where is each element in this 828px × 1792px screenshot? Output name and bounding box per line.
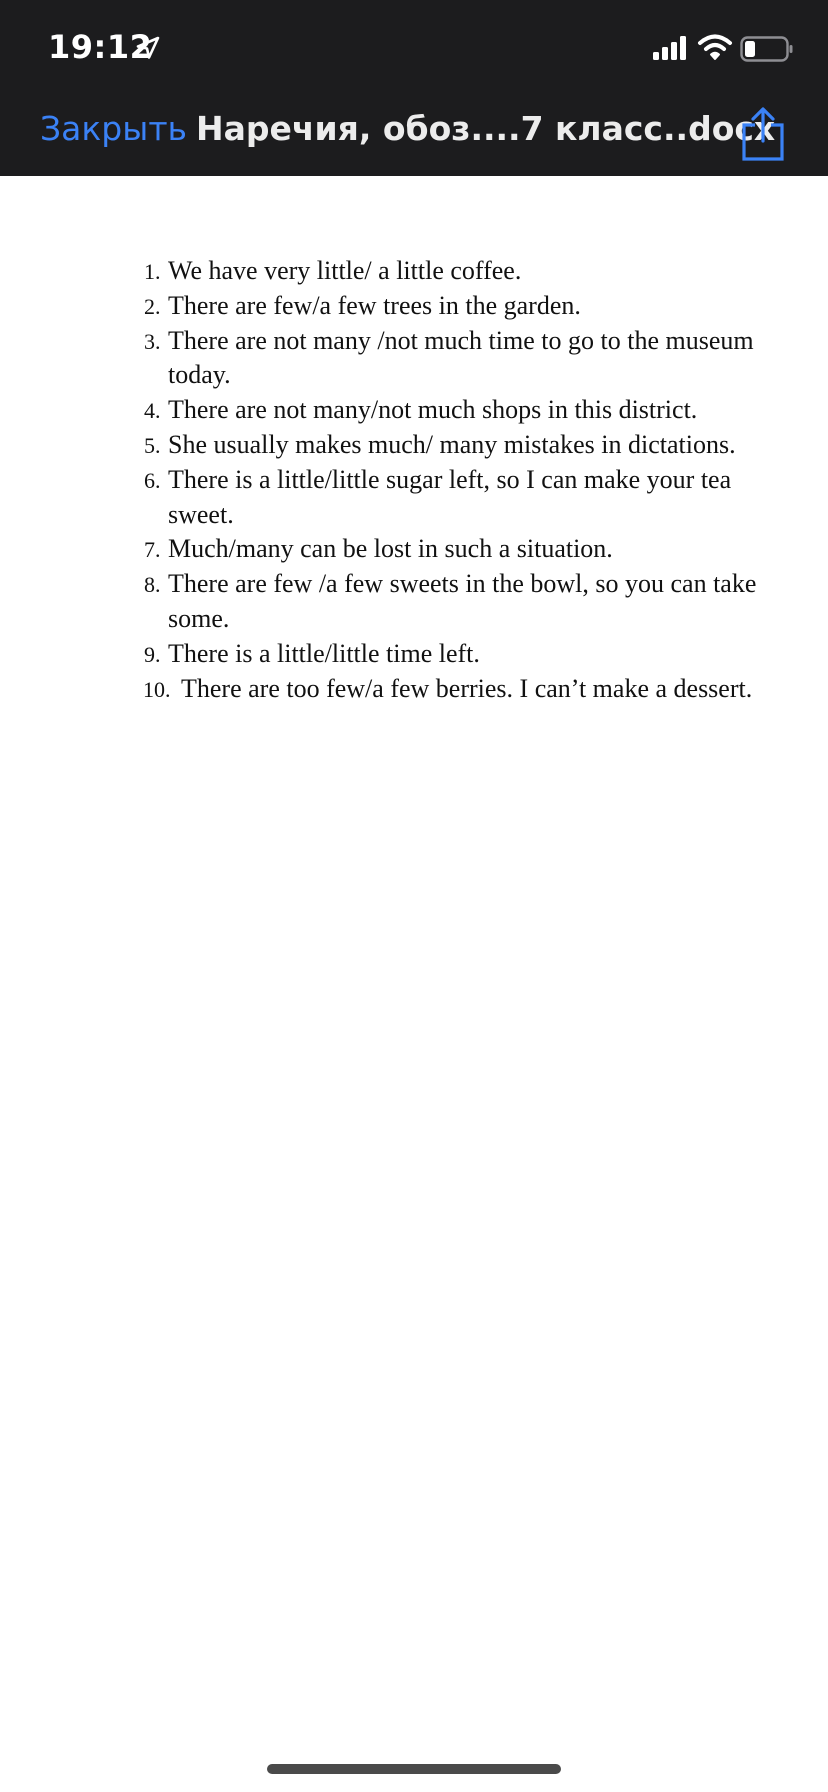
location-arrow-icon bbox=[135, 35, 161, 61]
list-item bbox=[140, 393, 780, 428]
list-item bbox=[140, 428, 780, 463]
document-title: Наречия, обоз....7 класс..docx bbox=[196, 109, 776, 148]
list-item bbox=[140, 254, 780, 289]
list-item bbox=[140, 289, 780, 324]
battery-icon bbox=[740, 36, 794, 62]
item-number: 6. bbox=[144, 467, 161, 493]
item-text: There are few /a few sweets in the bowl, so you can take some. bbox=[168, 569, 757, 633]
list-item bbox=[140, 324, 780, 394]
item-text: We have very little/ a little coffee. bbox=[168, 256, 522, 285]
list-item bbox=[140, 567, 780, 637]
item-number: 1. bbox=[144, 259, 161, 284]
share-icon[interactable] bbox=[740, 105, 786, 163]
item-number: 7. bbox=[144, 537, 161, 563]
item-text: There is a little/little time left. bbox=[168, 638, 480, 668]
item-number: 9. bbox=[144, 641, 161, 667]
item-text: She usually makes much/ many mistakes in dictations. bbox=[168, 429, 736, 459]
item-text: There is a little/little sugar left, so I can make your tea sweet. bbox=[168, 464, 732, 529]
item-text: There are not many /not much time to go to the museum today. bbox=[168, 325, 754, 390]
item-number: 2. bbox=[144, 293, 161, 319]
item-text: There are too few/a few berries. I can’t make a dessert. bbox=[181, 673, 753, 703]
wifi-icon bbox=[698, 34, 732, 60]
status-bar bbox=[0, 0, 828, 95]
status-time: 19:12 bbox=[48, 28, 153, 66]
document-page[interactable] bbox=[0, 176, 828, 1736]
cellular-signal-icon bbox=[652, 36, 690, 60]
close-button[interactable]: Закрыть bbox=[40, 109, 187, 148]
navigation-bar bbox=[0, 95, 828, 176]
home-indicator[interactable] bbox=[267, 1764, 561, 1774]
list-item bbox=[140, 463, 780, 533]
item-number: 5. bbox=[144, 432, 161, 458]
list-item bbox=[140, 637, 780, 672]
item-text: There are few/a few trees in the garden. bbox=[168, 290, 581, 320]
list-item bbox=[140, 532, 780, 567]
item-number: 3. bbox=[144, 328, 161, 354]
item-number: 10. bbox=[143, 676, 171, 702]
item-number: 4. bbox=[144, 398, 161, 424]
item-text: There are not many/not much shops in this district. bbox=[168, 395, 698, 425]
item-text: Much/many can be lost in such a situation. bbox=[168, 534, 613, 564]
item-number: 8. bbox=[144, 572, 161, 598]
list-item bbox=[140, 672, 780, 707]
exercise-list bbox=[140, 254, 780, 706]
